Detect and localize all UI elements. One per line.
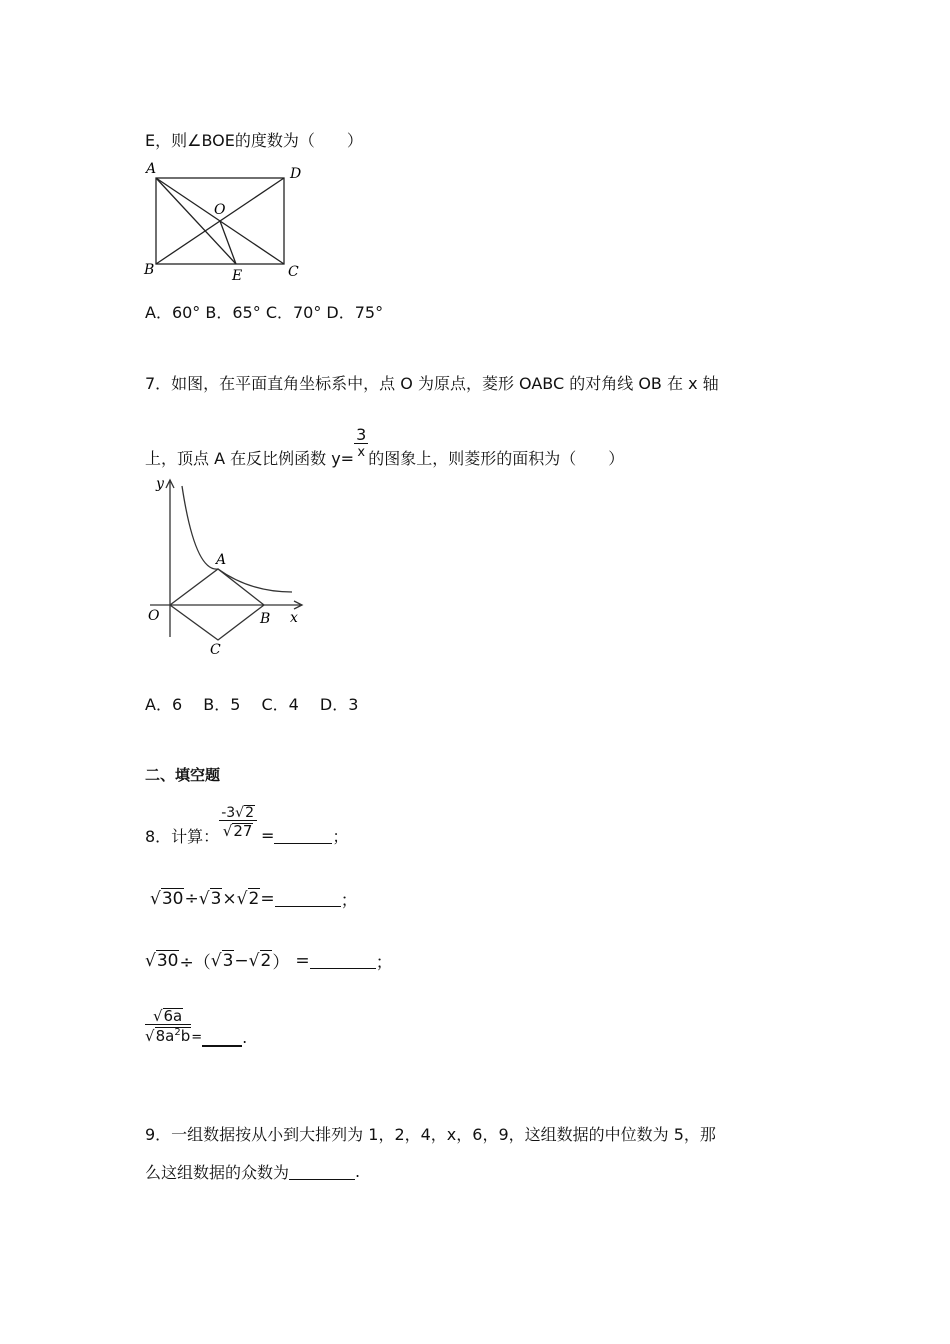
q6-rectangle-figure: [140, 158, 315, 288]
q7-line2-pre: 上，顶点 A 在反比例函数 y=: [145, 449, 355, 468]
q8-e3-radicand2: 3: [222, 951, 234, 971]
label-c: C: [288, 264, 299, 280]
q8-e2-radicand2: 3: [210, 889, 222, 909]
q9-line1: 9．一组数据按从小到大排列为 1，2，4，x，6，9，这组数据的中位数为 5，那: [145, 1125, 716, 1144]
q7-line1: 7．如图，在平面直角坐标系中，点 O 为原点，菱形 OABC 的对角线 OB 在 x 轴: [145, 374, 719, 393]
q8-e2-radicand3: 2: [248, 889, 260, 909]
q8-e1-coef: -3: [221, 804, 236, 821]
label-y: y: [156, 476, 164, 492]
q8-e4-den-post: b: [180, 1026, 191, 1045]
q9-line2-end: .: [355, 1162, 361, 1181]
label-b: B: [144, 262, 155, 278]
q8-e3-end: ；: [375, 953, 393, 973]
q6-options: A．60° B．65° C．70° D．75°: [145, 303, 384, 322]
label-o: O: [214, 202, 226, 218]
q8-e4-den-sqrt: $√8a^2b$: [145, 1026, 191, 1045]
label-d: D: [290, 166, 302, 182]
q8-expr1: [145, 796, 348, 847]
q8-e3-sqrt3: √2: [248, 951, 272, 971]
q8-e4-numerator: [151, 1008, 185, 1024]
q7-line2-post: 的图象上，则菱形的面积为（ ）: [368, 449, 625, 468]
segment-ae: [156, 178, 236, 264]
q7-rhombus-figure: [140, 472, 310, 662]
q8-e1-numerator: [219, 805, 257, 820]
q7-options: A．6 B．5 C．4 D．3: [145, 695, 359, 714]
q9-answer-blank[interactable]: [289, 1163, 355, 1180]
q9-line2: [145, 1160, 360, 1183]
q8-e1-equals: =: [261, 826, 275, 845]
q7-fraction: [354, 424, 368, 460]
label-a: A: [146, 161, 157, 177]
q9-line2-pre: 么这组数据的众数为: [145, 1163, 290, 1182]
q8-e4-num-radicand: 6a: [163, 1006, 183, 1025]
q8-e1-end: ；: [332, 827, 349, 846]
label-b: B: [260, 611, 271, 627]
q8-e1-num-sqrt: √2: [235, 804, 254, 821]
segment-oe: [220, 221, 236, 264]
q8-e3-sqrt2: √3: [210, 951, 234, 971]
q8-e1-den-sqrt: √27: [222, 821, 253, 840]
q7-frac-num: 3: [356, 424, 367, 444]
label-a: A: [216, 552, 227, 568]
q8-e4-denominator: [145, 1025, 191, 1044]
q8-e3-close: ）: [272, 953, 290, 973]
q8-e1-answer-blank[interactable]: [274, 827, 332, 844]
q8-e2-sqrt1: √30: [150, 889, 184, 909]
q7-line2: [145, 418, 624, 469]
q7-frac-den: x: [357, 444, 366, 460]
q8-e4-fraction: [145, 1008, 191, 1044]
q8-e3-minus: −: [234, 950, 249, 971]
q8-e3-divide-open: ÷（: [179, 953, 211, 973]
q8-e3-sqrt1: √30: [145, 951, 179, 971]
q8-e2-divide: ÷: [184, 888, 199, 909]
q8-e2-sqrt2: √3: [198, 889, 222, 909]
q8-e4-num-sqrt: √6a: [152, 1006, 183, 1025]
label-c: C: [210, 642, 221, 658]
q8-e4-end: .: [242, 1028, 248, 1047]
q8-e2-end: ；: [340, 891, 358, 911]
q8-expr2: [150, 886, 358, 911]
q8-e3-equals: =: [295, 950, 310, 971]
q8-expr4: [145, 1004, 247, 1047]
q8-e3-radicand3: 2: [260, 951, 272, 971]
q8-e3-answer-blank[interactable]: [310, 952, 376, 969]
q8-e4-answer-blank[interactable]: [202, 1029, 242, 1047]
q8-e2-answer-blank[interactable]: [275, 890, 341, 907]
q8-e1-denominator: [223, 821, 254, 839]
q8-e3-radicand1: 30: [156, 951, 179, 971]
label-x: x: [290, 610, 298, 626]
q8-e2-times: ×: [222, 888, 237, 909]
hyperbola-curve: [182, 486, 292, 592]
q8-e4-equals: =: [191, 1030, 203, 1045]
q8-e2-sqrt3: √2: [236, 889, 260, 909]
section-title: 二、填空题: [145, 766, 221, 784]
q6-stem-tail: E，则∠BOE的度数为（ ）: [145, 131, 363, 150]
q8-e1-den-radicand: 27: [233, 821, 253, 840]
label-e: E: [232, 268, 243, 284]
q8-e4-den-sup: 2: [174, 1026, 181, 1038]
q8-e1-fraction: [219, 805, 257, 839]
q8-e2-equals: =: [260, 888, 275, 909]
label-o: O: [148, 608, 160, 624]
q8-e1-num-radicand: 2: [245, 804, 254, 821]
q8-e2-radicand1: 30: [161, 889, 184, 909]
q8-prefix: 8．计算：: [145, 827, 220, 846]
q8-expr3: [145, 948, 393, 973]
q8-e4-den-pre: 8a: [155, 1026, 175, 1045]
